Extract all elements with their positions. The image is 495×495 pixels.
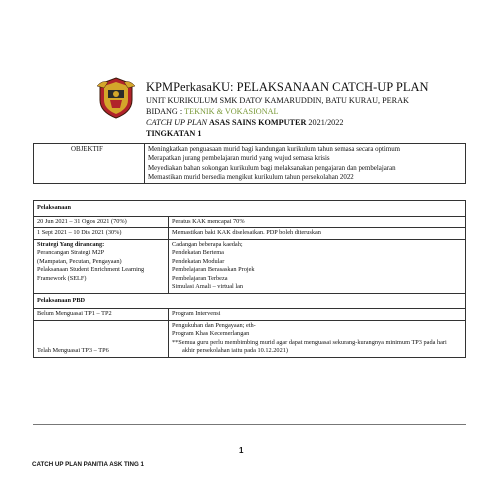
- plan-line: [146, 118, 343, 127]
- objektif-item: Memastikan murid bersedia mengikut kurikulum tahun persekolahan 2022: [148, 173, 354, 181]
- table-cell: 20 Jun 2021 – 31 Ogos 2021 (70%): [34, 216, 169, 228]
- table-cell: Program Intervensi: [169, 309, 466, 321]
- footer-text: CATCH UP PLAN PANITIA ASK TING 1: [32, 461, 144, 468]
- table-cell: Peratus KAK mencapai 70%: [169, 216, 466, 228]
- bidang-label: BIDANG :: [146, 107, 183, 116]
- objektif-label: OBJEKTIF: [68, 144, 145, 184]
- document-title: KPMPerkasaKU: PELAKSANAAN CATCH-UP PLAN: [146, 80, 429, 94]
- strategi-right-cell: [169, 239, 466, 293]
- pbd-line: Program Khas Kecemerlangan: [172, 330, 250, 337]
- kaedah-line: Pendekatan Bertema: [172, 249, 224, 256]
- plan-year: 2021/2022: [308, 118, 344, 127]
- kaedah-line: Pembelajaran Berasaskan Projek: [172, 266, 255, 273]
- pbd-header: Pelaksanaan PBD: [34, 293, 466, 309]
- footer-divider: [33, 424, 466, 425]
- strategi-left-cell: [34, 239, 169, 293]
- pbd-line: **Semua guru perlu membimbing murid agar dapat menguasai sekurang-kurangnya minimum TP3 pada hari: [172, 338, 447, 346]
- kaedah-line: Simulasi Amali – virtual lan: [172, 283, 244, 290]
- table-cell: Memastikan baki KAK diselesaikan. PDP boleh diteruskan: [169, 228, 466, 240]
- bidang-value: TEKNIK & VOKASIONAL: [184, 107, 279, 116]
- table-cell: 1 Sept 2021 – 10 Dis 2021 (30%): [34, 228, 169, 240]
- strategi-line: (Mampatan, Pecutan, Pengayaan): [37, 257, 122, 265]
- bidang-line: [146, 107, 279, 116]
- tingkatan-label: TINGKATAN 1: [146, 129, 202, 138]
- objektif-item: Meyediakan bahan sokongan kurikulum bagi melaksanakan pengajaran dan pembelajaran: [148, 164, 396, 172]
- pbd-line: akhir persekolahan iaitu pada 10.12.2021): [182, 347, 288, 354]
- kaedah-line: Cadangan beberapa kaedah;: [172, 240, 243, 248]
- pelaksanaan-header: Pelaksanaan: [34, 201, 466, 217]
- school-unit: UNIT KURIKULUM SMK DATO' KAMARUDDIN, BATU KURAU, PERAK: [146, 96, 409, 105]
- table-cell: Telah Menguasai TP3 – TP6: [34, 320, 169, 357]
- strategi-heading: Strategi Yang dirancang:: [37, 240, 105, 248]
- kaedah-line: Pembelajaran Terbeza: [172, 274, 228, 282]
- pbd-right-cell: [169, 320, 466, 357]
- kaedah-line: Pendekatan Modular: [172, 257, 225, 265]
- objektif-table: [33, 143, 466, 184]
- plan-subject: ASAS SAINS KOMPUTER: [209, 118, 307, 127]
- objektif-item: Merapatkan jurang pembelajaran murid yang wujud semasa krisis: [148, 155, 330, 163]
- objektif-item: Meningkatkan penguasaan murid bagi kandungan kurikulum tahun semasa secara optimum: [148, 146, 401, 153]
- pbd-line: Pengukuhan dan Pengayaan; eth-: [172, 321, 256, 329]
- plan-prefix: CATCH UP PLAN: [146, 118, 207, 127]
- strategi-line: Pelaksanaan Student Enrichment Learning: [37, 266, 145, 273]
- table-cell: Belum Menguasai TP1 – TP2: [34, 309, 169, 321]
- pelaksanaan-table: [33, 200, 466, 358]
- objektif-items: [145, 144, 466, 184]
- page-number: 1: [239, 446, 244, 455]
- strategi-line: Perancangan Strategi M2P: [37, 249, 105, 256]
- school-crest-logo: [94, 76, 138, 120]
- strategi-line: Framework (SELF): [37, 274, 87, 282]
